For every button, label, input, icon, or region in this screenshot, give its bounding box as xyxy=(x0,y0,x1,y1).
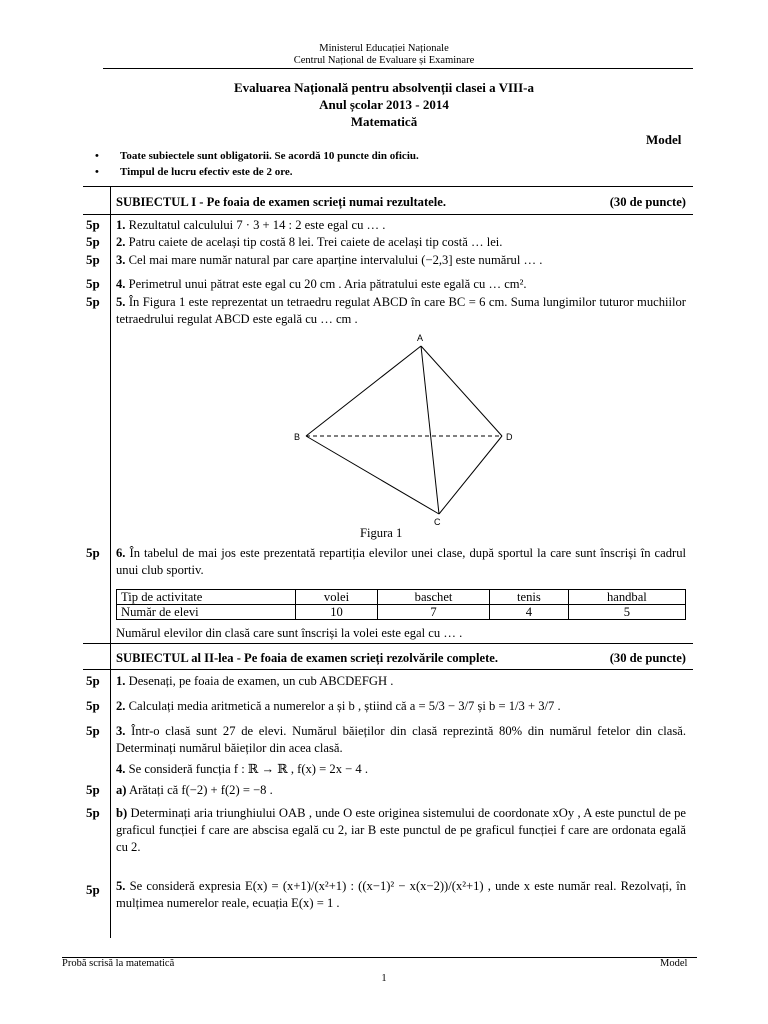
question-number: 2. xyxy=(116,235,126,249)
points-label: 5p xyxy=(86,545,100,560)
question-text: În tabelul de mai jos este prezentată repartiția elevilor unei clase, după sportul la care sunt înscriși în cadrul unui club sportiv. xyxy=(116,546,687,577)
figure-caption-text: Figura 1 xyxy=(360,526,403,540)
table-header-cell: baschet xyxy=(377,590,489,605)
points-label: 5p xyxy=(86,698,100,713)
points-label: 5p xyxy=(86,234,100,249)
sports-table xyxy=(116,589,686,620)
question-text: Patru caiete de același tip costă 8 lei. Trei caiete de același tip costă … lei. xyxy=(128,235,503,249)
question-number: 1. xyxy=(116,218,126,232)
points-label: 5p xyxy=(86,723,100,738)
question-3 xyxy=(116,252,686,269)
ministry-header: Ministerul Educației Naționale xyxy=(319,43,449,54)
row-divider xyxy=(83,643,693,644)
bullet-item: • Timpul de lucru efectiv este de 2 ore. xyxy=(95,166,293,178)
question-number: a) xyxy=(116,783,127,797)
question-number: 3. xyxy=(116,724,126,738)
figure-caption xyxy=(360,526,440,541)
question-4 xyxy=(116,276,686,293)
footer-left: Probă scrisă la matematică xyxy=(62,958,175,969)
s2-question-4 xyxy=(116,761,686,778)
s2-question-4a xyxy=(116,782,686,799)
question-number: 5. xyxy=(116,879,126,893)
edge-ad xyxy=(421,346,502,436)
table-cell: 10 xyxy=(296,605,378,620)
question-1 xyxy=(116,217,686,234)
table-cell: Număr de elevi xyxy=(117,605,296,620)
s2-question-2 xyxy=(116,698,686,715)
table-header-cell: volei xyxy=(296,590,378,605)
question-5 xyxy=(116,294,686,328)
question-number: 4. xyxy=(116,277,126,291)
header-divider xyxy=(103,68,693,69)
table-cell: 7 xyxy=(377,605,489,620)
row-divider xyxy=(83,214,693,215)
exam-title: Evaluarea Națională pentru absolvenții clasei a VIII-a xyxy=(234,80,534,95)
points-label: 5p xyxy=(86,882,100,897)
subject2-points: (30 de puncte) xyxy=(609,651,686,665)
s2-question-1 xyxy=(116,673,686,690)
question-text: Arătați că f(−2) + f(2) = −8 . xyxy=(128,783,273,797)
vertex-d-label: D xyxy=(506,432,513,442)
bullet-text: Timpul de lucru efectiv este de 2 ore. xyxy=(120,166,293,178)
points-label: 5p xyxy=(86,294,100,309)
s2-question-4b xyxy=(116,805,686,856)
school-year: Anul școlar 2013 - 2014 xyxy=(319,97,449,112)
question-text: Calculați media aritmetică a numerelor a și b , știind că a = 5/3 − 3/7 și b = 1/3 + 3/7 . xyxy=(128,699,561,713)
points-label: 5p xyxy=(86,276,100,291)
row-divider xyxy=(83,186,693,187)
points-label: 5p xyxy=(86,805,100,820)
table-header-cell: Tip de activitate xyxy=(117,590,296,605)
question-number: 5. xyxy=(116,295,126,309)
bullet-text: Toate subiectele sunt obligatorii. Se acordă 10 puncte din oficiu. xyxy=(120,150,419,162)
bullet-item: • Toate subiectele sunt obligatorii. Se acordă 10 puncte din oficiu. xyxy=(95,150,419,162)
vertex-b-label: B xyxy=(294,432,301,442)
question-6 xyxy=(116,545,686,579)
edge-dc xyxy=(439,436,502,514)
edge-ac xyxy=(421,346,439,514)
subject2-title: SUBIECTUL al II-lea - Pe foaia de examen scrieți rezolvările complete. xyxy=(116,651,499,665)
points-label: 5p xyxy=(86,673,100,688)
question-number: 4. xyxy=(116,762,126,776)
question-text: În Figura 1 este reprezentat un tetraedru regulat ABCD în care BC = 6 cm. Suma lungimilor tuturor muchiilor tetraedrului regulat ABCD este egală cu … cm . xyxy=(116,295,687,326)
edge-bc xyxy=(306,436,439,514)
points-label: 5p xyxy=(86,252,100,267)
subject1-title: SUBIECTUL I - Pe foaia de examen scrieți numai rezultatele. xyxy=(116,195,446,209)
question-number: 1. xyxy=(116,674,126,688)
edge-ab xyxy=(306,346,421,436)
question-text: Se consideră funcția f : ℝ → ℝ , f(x) = 2x − 4 . xyxy=(128,762,368,776)
table-header-cell: tenis xyxy=(490,590,569,605)
footer-right: Model xyxy=(660,958,688,969)
variant-label: Model xyxy=(646,132,682,147)
tetrahedron-figure xyxy=(280,328,530,528)
points-column-divider xyxy=(110,186,111,938)
question-text: Desenați, pe foaia de examen, un cub ABCDEFGH . xyxy=(128,674,394,688)
center-header: Centrul Național de Evaluare și Examinare xyxy=(293,55,475,66)
row-divider xyxy=(83,669,693,670)
page-number: 1 xyxy=(381,973,387,984)
question-number: 6. xyxy=(116,546,126,560)
table-cell: 4 xyxy=(490,605,569,620)
table-row xyxy=(117,605,686,620)
question-number: b) xyxy=(116,806,128,820)
table-header-cell: handbal xyxy=(568,590,685,605)
question-text: Cel mai mare număr natural par care aparține intervalului (−2,3] este numărul … . xyxy=(128,253,543,267)
question-6-followup: Numărul elevilor din clasă care sunt înscriși la volei este egal cu … . xyxy=(116,626,463,640)
points-label: 5p xyxy=(86,217,100,232)
s2-question-5 xyxy=(116,878,686,912)
question-text: Într-o clasă sunt 27 de elevi. Numărul băieților din clasă reprezintă 80% din numărul fetelor din clasă. Determinați numărul băieților din acea clasă. xyxy=(116,724,686,755)
question-number: 3. xyxy=(116,253,126,267)
subject2-heading xyxy=(116,651,686,666)
question-text: Se consideră expresia E(x) = (x+1)/(x²+1) : ((x−1)² − x(x−2))/(x²+1) , unde x este număr real. Rezolvați, în mulțimea numerelor reale, ecuația E(x) = 1 . xyxy=(116,879,686,910)
question-text: Rezultatul calculului 7 · 3 + 14 : 2 este egal cu … . xyxy=(128,218,386,232)
s2-question-3 xyxy=(116,723,686,757)
subject1-heading xyxy=(116,195,686,210)
points-label: 5p xyxy=(86,782,100,797)
question-2 xyxy=(116,234,686,251)
subject1-points: (30 de puncte) xyxy=(609,195,686,209)
table-header-row xyxy=(117,590,686,605)
table-cell: 5 xyxy=(568,605,685,620)
question-number: 2. xyxy=(116,699,126,713)
vertex-a-label: A xyxy=(417,333,424,343)
question-text: Perimetrul unui pătrat este egal cu 20 cm . Aria pătratului este egală cu … cm². xyxy=(128,277,527,291)
question-text: Determinați aria triunghiului OAB , unde O este originea sistemului de coordonate xOy , A este punctul de pe graficul funcției f care are abscisa egală cu 2, iar B este punctul de pe graficul funcției f care are ordonata egală cu 2. xyxy=(116,806,686,854)
vertex-c-label: C xyxy=(434,517,441,527)
subject-name: Matematică xyxy=(350,114,418,129)
